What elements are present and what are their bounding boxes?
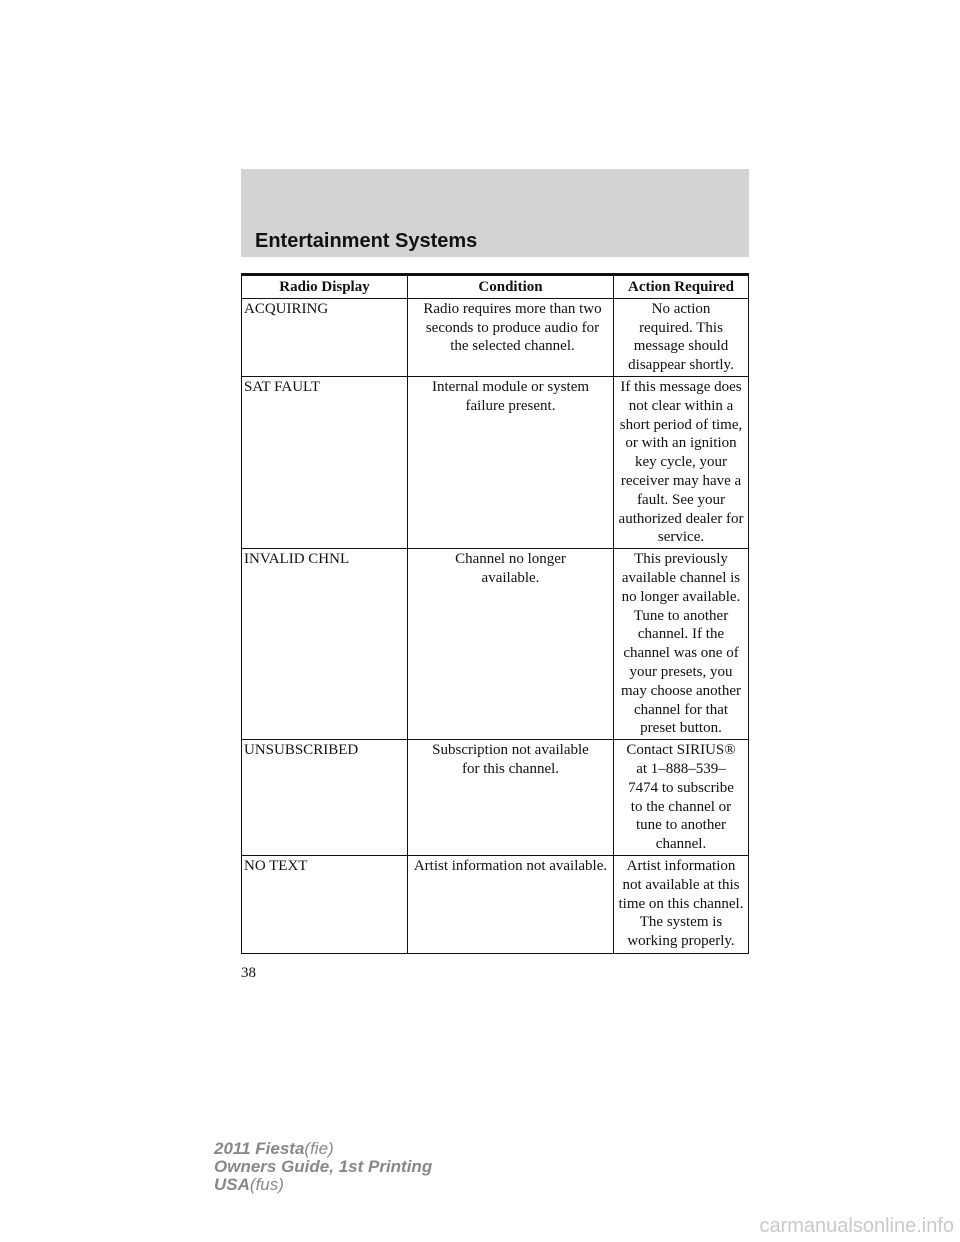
cell-action-required: If this message does not clear within a short period of time, or with an ignition key cycle, your receiver may have a fault. See your authorized dealer for service. [614,376,749,548]
table-row [242,855,749,953]
table-row [242,740,749,856]
column-header-action-required: Action Required [614,275,749,299]
footer-model-code: (fie) [304,1139,334,1158]
footer-model: 2011 Fiesta [214,1139,305,1158]
cell-action-required: This previously available channel is no longer available. Tune to another channel. If the channel was one of your presets, you may choose another channel for that preset button. [614,549,749,740]
column-header-condition: Condition [408,275,614,299]
table-row [242,376,749,548]
footer-guide: Owners Guide, 1st Printing [214,1157,433,1176]
footer-line-1 [214,1140,432,1158]
cell-radio-display: SAT FAULT [242,376,408,548]
cell-radio-display: INVALID CHNL [242,549,408,740]
table-row [242,298,749,376]
cell-condition: Radio requires more than two seconds to produce audio for the selected channel. [408,298,614,376]
page-number: 38 [241,965,256,981]
cell-radio-display: NO TEXT [242,855,408,953]
watermark: carmanualsonline.info [759,1215,954,1237]
footer-region: USA [214,1175,250,1194]
cell-condition: Internal module or system failure present. [408,376,614,548]
footer-line-3 [214,1176,432,1194]
cell-condition: Artist information not available. [408,855,614,953]
cell-action-required: No action required. This message should disappear shortly. [614,298,749,376]
table-row [242,549,749,740]
cell-condition: Channel no longer available. [408,549,614,740]
cell-radio-display: UNSUBSCRIBED [242,740,408,856]
cell-radio-display: ACQUIRING [242,298,408,376]
cell-condition: Subscription not available for this channel. [408,740,614,856]
document-footer [214,1140,432,1194]
footer-line-2 [214,1158,432,1176]
table-header-row [242,275,749,299]
section-title: Entertainment Systems [255,230,478,252]
radio-display-table [241,273,749,954]
column-header-radio-display: Radio Display [242,275,408,299]
cell-action-required: Contact SIRIUS® at 1–888–539–7474 to subscribe to the channel or tune to another channel. [614,740,749,856]
cell-action-required: Artist information not available at this time on this channel. The system is working properly. [614,855,749,953]
footer-region-code: (fus) [249,1175,284,1194]
